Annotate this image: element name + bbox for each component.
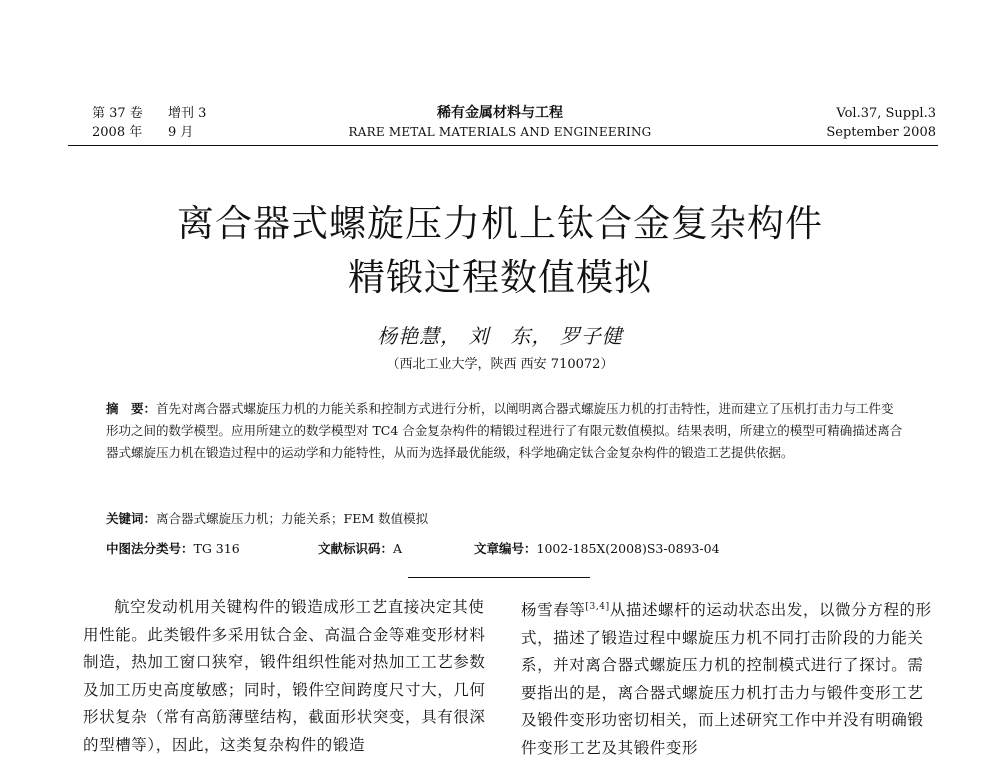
body-text: 从描述螺杆的运动状态出发，以微分方程的形式，描述了锻造过程中螺旋压力机不同打击阶段的力能关系，并对离合器式螺旋压力机的控制模式进行了探讨。需要指出的是，离合器式螺旋压力机打击力与锻件变形工艺及锻件变形功密切相关，而上述研究工作中并没有明确锻件变形工艺及其锻件变形 bbox=[521, 601, 932, 757]
doc-code-label: 文献标识码： bbox=[318, 541, 394, 556]
keywords-text: 离合器式螺旋压力机；力能关系；FEM 数值模拟 bbox=[156, 511, 429, 526]
body-text: 杨雪春等 bbox=[521, 601, 586, 620]
clc-label: 中图法分类号： bbox=[106, 541, 194, 556]
abstract-label: 摘 要： bbox=[106, 401, 157, 416]
header-date-en: September 2008 bbox=[826, 125, 936, 140]
header-volume: 第 37 卷 bbox=[92, 106, 143, 121]
article-title-line2: 精锻过程数值模拟 bbox=[348, 256, 652, 299]
keywords bbox=[106, 509, 428, 527]
abstract-text: 首先对离合器式螺旋压力机的力能关系和控制方式进行分析，以阐明离合器式螺旋压力机的打击特性，进而建立了压机打击力与工件变形功之间的数学模型。应用所建立的数学模型对 TC4 合金复杂构件的精锻过程进行了有限元数值模拟。结果表明，所建立的模型可精确描述离合器式螺旋压力机在锻造过程中的运动学和力能特性，从而为选择最优能级，科学地确定钛合金复杂构件的锻造工艺提供依据。 bbox=[106, 401, 903, 460]
header-month: 9 月 bbox=[168, 125, 194, 140]
keywords-label: 关键词： bbox=[106, 511, 157, 526]
authors: 杨艳慧， 刘 东， 罗子健 bbox=[377, 324, 623, 348]
doc-code-value: A bbox=[393, 541, 403, 556]
article-number-value: 1002-185X(2008)S3-0893-04 bbox=[536, 541, 720, 556]
article-number bbox=[474, 539, 720, 557]
affiliation: （西北工业大学，陕西 西安 710072） bbox=[386, 357, 614, 372]
abstract bbox=[106, 398, 906, 464]
journal-title-en: RARE METAL MATERIALS AND ENGINEERING bbox=[348, 125, 652, 139]
citation-ref: [3,4] bbox=[585, 602, 610, 612]
header-vol-en: Vol.37, Suppl.3 bbox=[836, 106, 936, 121]
journal-title-cn: 稀有金属材料与工程 bbox=[437, 105, 563, 121]
article-title-line1: 离合器式螺旋压力机上钛合金复杂构件 bbox=[177, 202, 823, 245]
header-rule bbox=[68, 145, 938, 146]
body-paragraph: 航空发动机用关键构件的锻造成形工艺直接决定其使用性能。此类锻件多采用钛合金、高温合金等难变形材料制造，热加工窗口狭窄，锻件组织性能对热加工工艺参数及加工历史高度敏感；同时，锻件空间跨度尺寸大，几何形状复杂（常有高筋薄壁结构，截面形状突变，具有很深的型槽等），因此，这类复杂构件的锻造 bbox=[83, 598, 486, 754]
clc-number bbox=[106, 539, 240, 557]
header-citation-block bbox=[826, 104, 936, 142]
body-paragraph bbox=[521, 594, 933, 762]
document-code bbox=[318, 539, 402, 557]
article-number-label: 文章编号： bbox=[474, 541, 537, 556]
header-year: 2008 年 bbox=[92, 125, 143, 140]
clc-value: TG 316 bbox=[193, 541, 240, 556]
section-divider bbox=[408, 577, 590, 578]
header-issue: 增刊 3 bbox=[168, 106, 207, 121]
body-column-right bbox=[521, 594, 933, 762]
body-column-left bbox=[83, 594, 495, 759]
